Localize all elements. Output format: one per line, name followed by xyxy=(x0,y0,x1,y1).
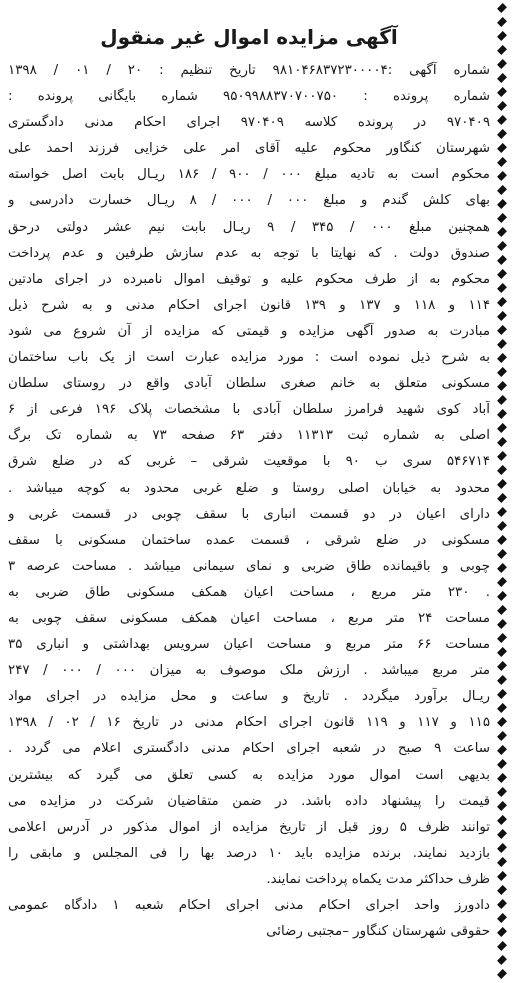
notice-line: آباد کوی شهید فرامرز سلطان آبادی با مشخصات پلاک ۱۹۶ فرعی از ۶ xyxy=(8,402,490,418)
signature-line: دادورز واحد اجرای احکام مدنی اجرای احکام شعبه ۱ دادگاه عمومی xyxy=(8,898,490,913)
notice-line: شماره آگهی :۹۸۱۰۴۶۸۳۷۲۳۰۰۰۰۴ تاریخ تنظیم : ۲۰ / ۰۱ / ۱۳۹۸ xyxy=(8,63,490,78)
notice-body xyxy=(8,58,490,893)
notice-line: قیمت را پیشنهاد داده باشد. در ضمن متقاضیان شرکت در مزایده می xyxy=(8,793,490,809)
notice-line: بدیهی است اموال مورد مزایده به کسی تعلق می گیرد که بیشترین xyxy=(8,767,490,783)
notice-line: صندوق دولت . که نهایتا با توجه به عدم سازش طرفین و عدم پرداخت xyxy=(8,245,490,261)
notice-line: محکوم است به تادیه مبلغ ۰۰۰ / ۹۰۰ / ۱۸۶ ریـال بابت اصل خواسته xyxy=(8,167,490,183)
signature-line: حقوقی شهرستان کنگاور –مجتبی رضائی xyxy=(266,924,490,940)
notice-line: ۱۱۴ و ۱۱۸ و ۱۳۷ و ۱۳۹ قانون اجرای احکام مدنی و به شرح ذیل xyxy=(8,297,490,313)
auction-notice xyxy=(8,22,490,945)
notice-line: دارای اعیان در دو قسمت انباری با سقف چوبی در قسمت غربی و xyxy=(8,506,490,522)
notice-line: متر مربع میباشد . ارزش ملک موصوف به میزان ۰۰۰ / ۰۰۰ / ۲۴۷ xyxy=(8,663,490,679)
notice-line: بهای کلش گندم و مبلغ ۰۰۰ / ۰۰۰ / ۸ ریـال خسارت دادرسی و xyxy=(8,193,490,209)
decorative-border xyxy=(496,0,508,983)
notice-line: محدود به خیابان اصلی روستا و ضلع غربی محدود به کوچه میباشد . xyxy=(8,480,490,496)
notice-line: مسکونی در ضلع شرقی ، قسمت عمده ساختمان مسکونی با سقف xyxy=(8,532,490,548)
notice-line: ۹۷۰۴۰۹ در پرونده کلاسه ۹۷۰۴۰۹ اجرای احکام مدنی دادگستری xyxy=(8,115,490,131)
notice-line: اصلی به شماره ثبت ۱۱۳۱۳ دفتر ۶۳ صفحه ۷۳ به شماره تک برگ xyxy=(8,428,490,444)
notice-line: مسکونی متعلق به خانم صغری سلطان آبادی واقع در روستای سلطان xyxy=(8,376,490,392)
notice-line: مساحت ۲۴ متر مربع ، مساحت اعیان همکف مسکونی سقف چوبی به xyxy=(8,610,490,626)
notice-line: . ۲۳۰ متر مربع ، مساحت اعیان همکف مسکونی طاق ضربی به xyxy=(8,584,490,600)
notice-line: ظرف حداکثر مدت یکماه پرداخت نمایند. xyxy=(266,871,490,887)
notice-line: شماره پرونده : ۹۵۰۹۹۸۸۳۷۰۷۰۰۷۵۰ شماره بایگانی پرونده : xyxy=(8,89,490,105)
notice-line: بازدید نمایند. برنده مزایده باید ۱۰ درصد بها را فی المجلس و مابقی را xyxy=(8,845,490,861)
notice-line: شهرستان کنگاور محکوم علیه آقای امر علی خزایی فرزند احمد علی xyxy=(8,141,490,157)
notice-line: ریـال برآورد میگردد . تاریخ و ساعت و محل مزایده در اجرای مواد xyxy=(8,689,490,705)
notice-line: همچنین مبلغ ۰۰۰ / ۳۴۵ / ۹ ریـال بابت نیم عشر دولتی درحق xyxy=(8,219,490,235)
notice-line: مبادرت به صدور آگهی مزایده و قیمتی که مزایده از آن شروع می شود xyxy=(8,323,490,339)
notice-line: توانند ظرف ۵ روز قبل از تاریخ مزایده از اموال مذکور در آدرس اعلامی xyxy=(8,819,490,835)
notice-title: آگهی مزایده اموال غیر منقول xyxy=(100,25,398,49)
notice-line: ساعت ۹ صبح در شعبه اجرای احکام مدنی دادگستری اعلام می گردد . xyxy=(8,741,490,757)
signature-block xyxy=(8,893,490,945)
notice-line: چوبی و باقیمانده طاق ضربی و نمای سیمانی میباشد . مساحت عرصه ۳ xyxy=(8,558,490,574)
notice-line: به شرح ذیل نموده است : مورد مزایده عبارت است از یک باب ساختمان xyxy=(8,350,490,366)
notice-line: محکوم به از طرف محکوم علیه و توقیف اموال نامبرده در اجرای مادتین xyxy=(8,271,490,287)
notice-line: ۵۴۶۷۱۴ سری ب ۹۰ با موقعیت شرقی – غربی که در ضلع شرق xyxy=(8,454,490,470)
notice-line: مساحت ۶۶ متر مربع و مساحت اعیان سرویس بهداشتی و انباری ۳۵ xyxy=(8,637,490,653)
notice-line: ۱۱۵ و ۱۱۷ و ۱۱۹ قانون اجرای احکام مدنی در تاریخ ۱۶ / ۰۲ / ۱۳۹۸ xyxy=(8,715,490,731)
